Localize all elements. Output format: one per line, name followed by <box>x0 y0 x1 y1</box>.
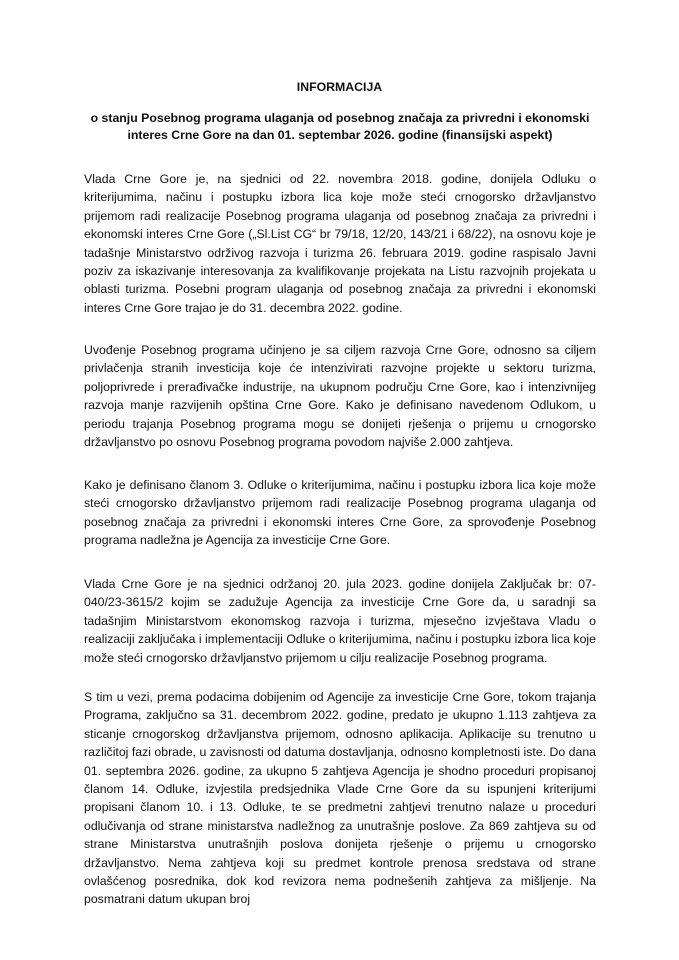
paragraph-decision-2018: Vlada Crne Gore je, na sjednici od 22. novembra 2018. godine, donijela Odluku o kriterijumima, načinu i postupku izbora lica koje može steći crnogorsko državljanstvo prijemom radi realizacije Posebnog programa ulaganja od posebnog značaja za privredni i ekonomski interes Crne Gore („Sl.List CG“ br 79/18, 12/20, 143/21 i 68/22), na osnovu koje je tadašnje Ministarstvo održivog razvoja i turizma 26. februara 2019. godine raspisalo Javni poziv za iskazivanje interesovanja za kvalifikovanje projekata na Listu razvojnih projekata u oblasti turizma. Posebni program ulaganja od posebnog značaja za privredni i ekonomski interes Crne Gore trajao je do 31. decembra 2022. godine. <box>84 172 596 315</box>
paragraph-status-data: S tim u vezi, prema podacima dobijenim od Agencije za investicije Crne Gore, tokom trajanja Programa, zaključno sa 31. decembrom 2022. godine, predato je ukupno 1.113 zahtjeva za sticanje crnogorskog državljanstva prijemom, odnosno aplikacija. Aplikacije su trenutno u različitoj fazi obrade, u zavisnosti od datuma dostavljanja, odnosno kompletnosti iste. Do dana 01. septembra 2026. godine, za ukupno 5 zahtjeva Agencija je shodno proceduri propisanoj članom 14. Odluke, izvjestila predsjednika Vlade Crne Gore da su ispunjeni kriterijumi propisani članom 10. i 13. Odluke, te se predmetni zahtjevi trenutno nalaze u proceduri odlučivanja od strane ministarstva nadležnog za unutrašnje poslove. Za 869 zahtjeva su od strane Ministarstva unutrašnjih poslova donijeta rješenje o prijemu u crnogorsko državljanstvo. Nema zahtjeva koji su predmet kontrole prenosa sredstava od strane ovlašćenog posrednika, dok kod revizora nema podnešenih zahtjeva za mišljenje. Na posmatrani datum ukupan broj <box>84 690 596 907</box>
paragraph-program-goals: Uvođenje Posebnog programa učinjeno je sa ciljem razvoja Crne Gore, odnosno sa ciljem privlačenja stranih investicija koje će intenzivirati razvojne projekte u sektoru turizma, poljoprivrede i prerađivačke industrije, na ukupnom području Crne Gore, kao i intenzivnijeg razvoja manje razvijenih opština Crne Gore. Kako je definisano navedenom Odlukom, u periodu trajanja Posebnog programa mogu se donijeti rješenja o prijemu u crnogorsko državljanstvo po osnovu Posebnog programa povodom najviše 2.000 zahtjeva. <box>84 343 596 450</box>
paragraph-conclusion-2023: Vlada Crne Gore je na sjednici održanoj 20. jula 2023. godine donijela Zaključak br: 07-040/23-3615/2 kojim se zadužuje Agencija za investicije Crne Gore da, u saradnji sa tadašnjim Ministarstvom ekonomskog razvoja i turizma, mjesečno izvještava Vladu o realizaciji zaključaka i implementaciji Odluke o kriterijumima, načinu i postupku izbora lica koje može steći crnogorsko državljanstvo prijemom u cilju realizacije Posebnog programa. <box>84 577 596 665</box>
document-title: INFORMACIJA <box>296 80 383 94</box>
document-subtitle: o stanju Posebnog programa ulaganja od posebnog značaja za privredni i ekonomski interes Crne Gore na dan 01. septembar 2026. godine (finansijski aspekt) <box>90 111 590 142</box>
paragraph-article-3: Kako je definisano članom 3. Odluke o kriterijumima, načinu i postupku izbora lica koje može steći crnogorsko državljanstvo prijemom radi realizacije Posebnog programa ulaganja od posebnog značaja za privredni i ekonomski interes Crne Gore, za sprovođenje Posebnog programa nadležna je Agencija za investicije Crne Gore. <box>84 478 596 548</box>
